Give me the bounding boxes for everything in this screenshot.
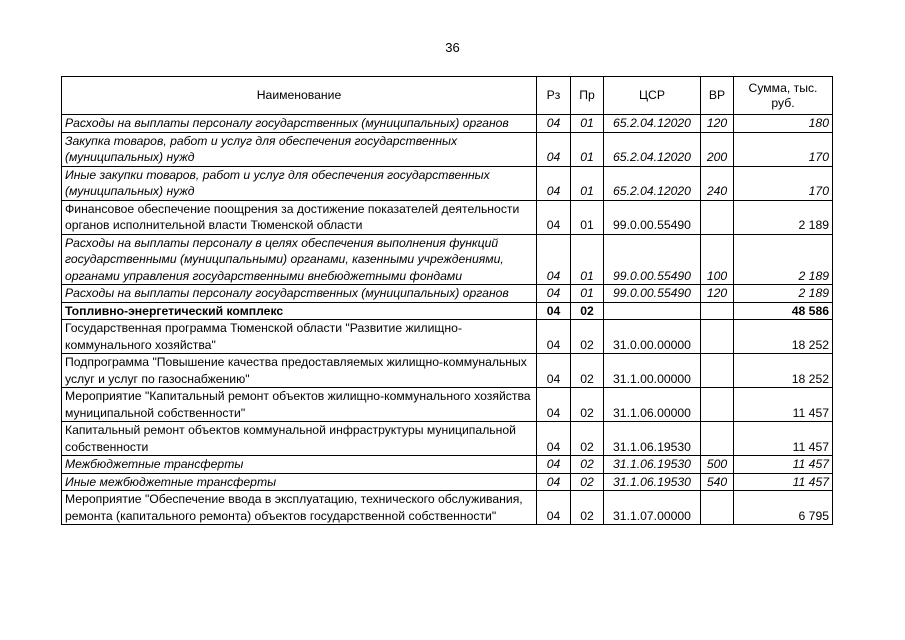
table-row <box>62 354 833 388</box>
table-row <box>62 456 833 474</box>
cell-sum: 11 457 <box>734 456 833 474</box>
table-row <box>62 132 833 166</box>
cell-csr: 65.2.04.12020 <box>604 166 701 200</box>
cell-pr: 01 <box>571 200 604 234</box>
cell-pr: 02 <box>571 456 604 474</box>
header-csr: ЦСР <box>604 77 701 115</box>
cell-name: Расходы на выплаты персоналу государственных (муниципальных) органов <box>62 115 537 133</box>
cell-pr: 02 <box>571 473 604 491</box>
cell-pr: 01 <box>571 115 604 133</box>
cell-vr <box>701 491 734 525</box>
cell-rz: 04 <box>537 166 571 200</box>
cell-sum: 2 189 <box>734 285 833 303</box>
cell-csr: 31.1.06.19530 <box>604 473 701 491</box>
cell-vr: 120 <box>701 115 734 133</box>
cell-rz: 04 <box>537 473 571 491</box>
cell-vr <box>701 354 734 388</box>
table-row <box>62 320 833 354</box>
cell-name: Иные закупки товаров, работ и услуг для обеспечения государственных (муниципальных) нужд <box>62 166 537 200</box>
cell-pr: 02 <box>571 422 604 456</box>
cell-pr: 02 <box>571 388 604 422</box>
cell-vr <box>701 320 734 354</box>
header-name: Наименование <box>62 77 537 115</box>
cell-vr: 100 <box>701 234 734 285</box>
table-row <box>62 473 833 491</box>
cell-rz: 04 <box>537 388 571 422</box>
cell-rz: 04 <box>537 234 571 285</box>
cell-rz: 04 <box>537 456 571 474</box>
cell-pr: 01 <box>571 166 604 200</box>
table-row <box>62 200 833 234</box>
cell-name: Мероприятие "Обеспечение ввода в эксплуатацию, технического обслуживания, ремонта (капитального ремонта) объектов государственной собственности" <box>62 491 537 525</box>
cell-pr: 01 <box>571 132 604 166</box>
cell-vr: 200 <box>701 132 734 166</box>
cell-name: Капитальный ремонт объектов коммунальной инфраструктуры муниципальной собственности <box>62 422 537 456</box>
cell-rz: 04 <box>537 491 571 525</box>
table-row <box>62 422 833 456</box>
cell-pr: 02 <box>571 491 604 525</box>
cell-pr: 02 <box>571 354 604 388</box>
cell-sum: 170 <box>734 132 833 166</box>
page-number: 36 <box>445 40 460 55</box>
cell-csr: 31.1.06.19530 <box>604 456 701 474</box>
cell-csr: 31.1.06.19530 <box>604 422 701 456</box>
budget-table <box>61 76 833 525</box>
cell-vr: 540 <box>701 473 734 491</box>
cell-pr: 01 <box>571 285 604 303</box>
cell-sum: 11 457 <box>734 388 833 422</box>
table-row <box>62 388 833 422</box>
cell-csr: 31.0.00.00000 <box>604 320 701 354</box>
cell-vr: 120 <box>701 285 734 303</box>
cell-name: Государственная программа Тюменской области "Развитие жилищно-коммунального хозяйства" <box>62 320 537 354</box>
table-row <box>62 285 833 303</box>
header-rz: Рз <box>537 77 571 115</box>
cell-vr: 240 <box>701 166 734 200</box>
cell-csr <box>604 302 701 320</box>
cell-vr <box>701 200 734 234</box>
cell-pr: 02 <box>571 302 604 320</box>
cell-name: Топливно-энергетический комплекс <box>62 302 537 320</box>
cell-csr: 99.0.00.55490 <box>604 285 701 303</box>
cell-sum: 11 457 <box>734 473 833 491</box>
cell-csr: 99.0.00.55490 <box>604 200 701 234</box>
cell-sum: 2 189 <box>734 200 833 234</box>
cell-sum: 48 586 <box>734 302 833 320</box>
cell-name: Расходы на выплаты персоналу государственных (муниципальных) органов <box>62 285 537 303</box>
cell-name: Иные межбюджетные трансферты <box>62 473 537 491</box>
cell-csr: 65.2.04.12020 <box>604 132 701 166</box>
cell-sum: 170 <box>734 166 833 200</box>
cell-name: Мероприятие "Капитальный ремонт объектов жилищно-коммунального хозяйства муниципальной собственности" <box>62 388 537 422</box>
cell-csr: 31.1.06.00000 <box>604 388 701 422</box>
header-sum: Сумма, тыс. руб. <box>734 77 833 115</box>
cell-sum: 2 189 <box>734 234 833 285</box>
table-row <box>62 234 833 285</box>
cell-vr <box>701 422 734 456</box>
table-row <box>62 491 833 525</box>
cell-rz: 04 <box>537 132 571 166</box>
header-vr: ВР <box>701 77 734 115</box>
cell-rz: 04 <box>537 320 571 354</box>
cell-sum: 6 795 <box>734 491 833 525</box>
cell-pr: 02 <box>571 320 604 354</box>
cell-rz: 04 <box>537 285 571 303</box>
table-header-row <box>62 77 833 115</box>
cell-vr <box>701 302 734 320</box>
cell-name: Закупка товаров, работ и услуг для обеспечения государственных (муниципальных) нужд <box>62 132 537 166</box>
cell-csr: 99.0.00.55490 <box>604 234 701 285</box>
cell-csr: 31.1.07.00000 <box>604 491 701 525</box>
cell-name: Финансовое обеспечение поощрения за достижение показателей деятельности органов исполнительной власти Тюменской области <box>62 200 537 234</box>
cell-name: Межбюджетные трансферты <box>62 456 537 474</box>
cell-name: Расходы на выплаты персоналу в целях обеспечения выполнения функций государственными (муниципальными) органами, казенными учреждениями, органами управления государственными внебюджетными фондами <box>62 234 537 285</box>
cell-rz: 04 <box>537 115 571 133</box>
cell-name: Подпрограмма "Повышение качества предоставляемых жилищно-коммунальных услуг и услуг по газоснабжению" <box>62 354 537 388</box>
cell-vr <box>701 388 734 422</box>
cell-vr: 500 <box>701 456 734 474</box>
cell-rz: 04 <box>537 354 571 388</box>
cell-rz: 04 <box>537 422 571 456</box>
cell-rz: 04 <box>537 200 571 234</box>
cell-csr: 31.1.00.00000 <box>604 354 701 388</box>
table-row <box>62 302 833 320</box>
cell-pr: 01 <box>571 234 604 285</box>
cell-rz: 04 <box>537 302 571 320</box>
cell-sum: 180 <box>734 115 833 133</box>
table-row <box>62 115 833 133</box>
cell-sum: 11 457 <box>734 422 833 456</box>
table-row <box>62 166 833 200</box>
header-pr: Пр <box>571 77 604 115</box>
cell-sum: 18 252 <box>734 320 833 354</box>
cell-sum: 18 252 <box>734 354 833 388</box>
cell-csr: 65.2.04.12020 <box>604 115 701 133</box>
